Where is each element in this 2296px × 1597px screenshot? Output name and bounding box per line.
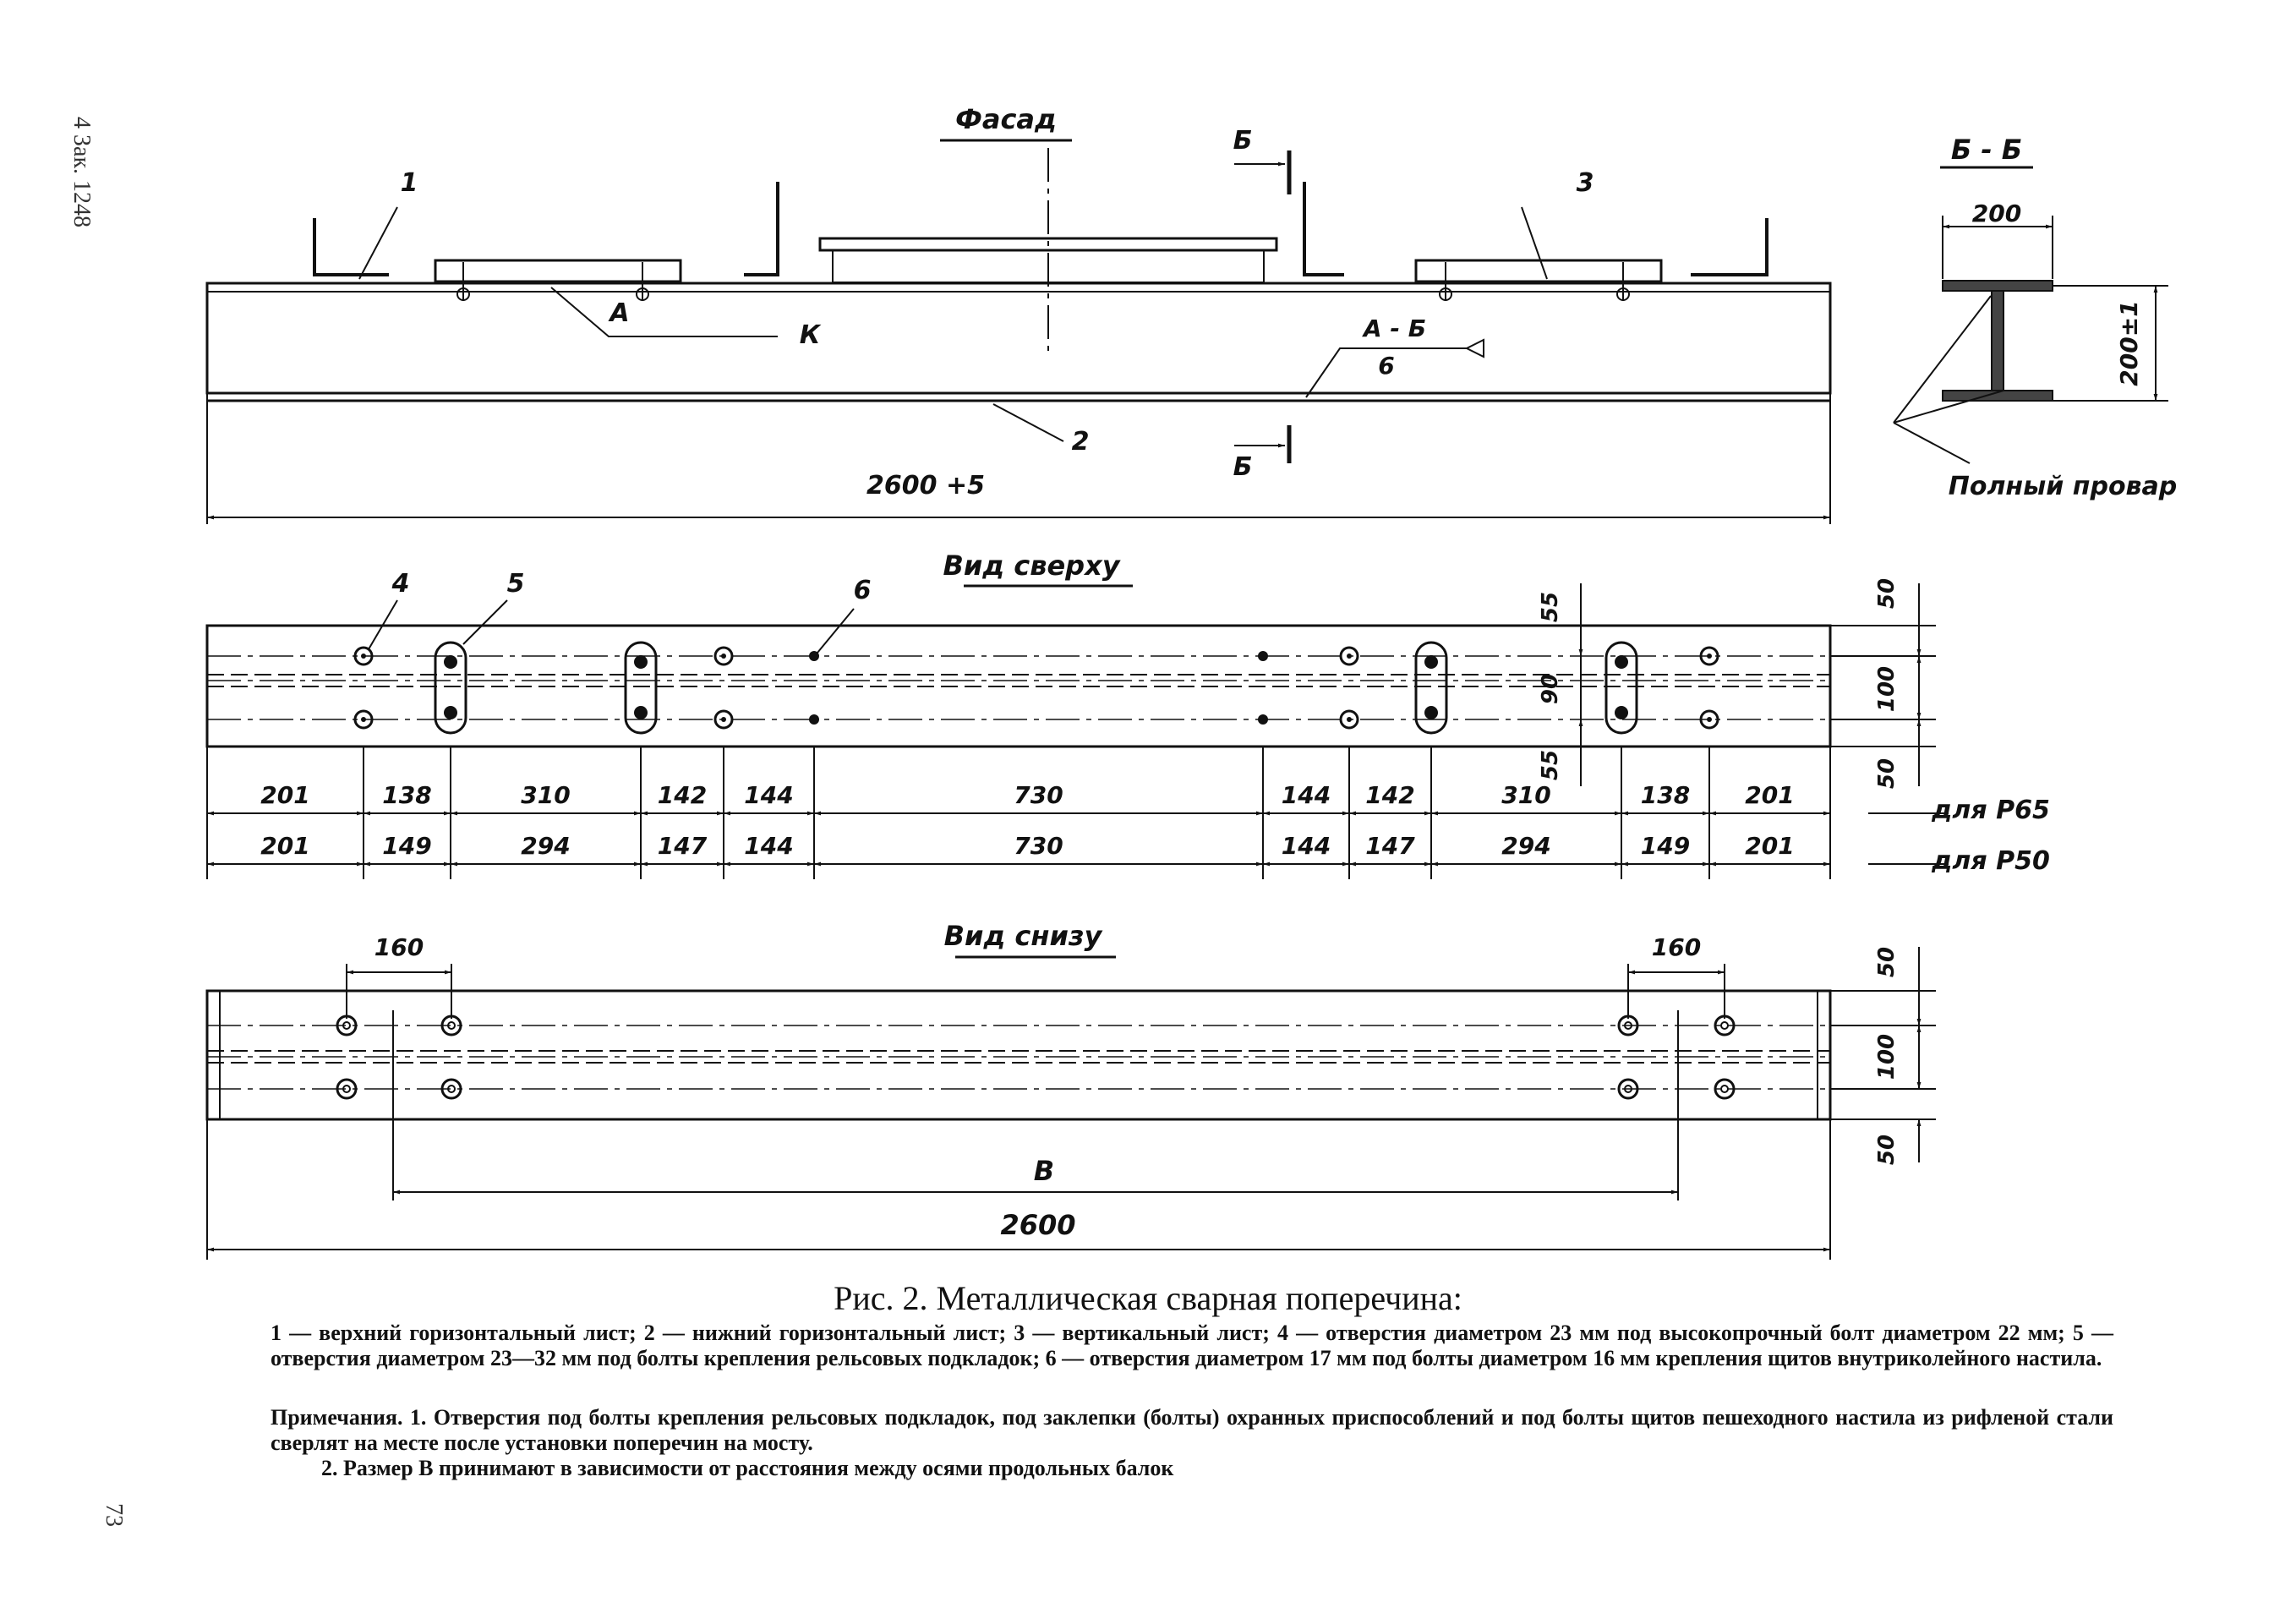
leader-2-line [993, 404, 1063, 441]
chain-dim-label-p50: 144 [1281, 832, 1331, 860]
top-right-dim-100: 100 [1874, 665, 1900, 713]
leader-3-label: 3 [1576, 168, 1594, 198]
section-bb [1894, 134, 2177, 501]
chain-dim-label-p50: 149 [382, 832, 432, 860]
dim-b: В [1033, 1155, 1055, 1187]
beam-web-plate [207, 283, 1830, 393]
chain-dim-label-p50: 149 [1640, 832, 1691, 860]
leader-2-label: 2 [1071, 427, 1090, 457]
rail-pad-left [435, 260, 681, 282]
section-height-dim: 200±1 [2115, 300, 2143, 386]
leader-5-label: 5 [506, 569, 525, 599]
side-page-number: 73 [101, 1503, 127, 1527]
leader-1-label: 1 [400, 168, 418, 198]
full-weld-note: Полный провар [1948, 472, 2178, 501]
section-label-upper: Б [1233, 126, 1253, 156]
chain-dim-label-p50: 294 [1501, 832, 1551, 860]
caption-notes [271, 1405, 2113, 1481]
chain-dim-label-p65: 142 [657, 781, 708, 809]
guard-angle-left-inner [744, 182, 778, 275]
weld-k-leader [551, 287, 778, 336]
chain-dim-label-p50: 144 [744, 832, 794, 860]
chain-dim-label-p50: 294 [521, 832, 571, 860]
facade-view [207, 103, 1830, 524]
leader-4-label: 4 [391, 569, 410, 599]
chain-dimensions [207, 747, 1830, 879]
chain-dim-label-p65: 310 [1501, 781, 1551, 809]
top-right-dim-50-bottom: 50 [1874, 757, 1900, 790]
leader-6-label: 6 [853, 576, 872, 605]
facade-length-dim: 2600 +5 [866, 471, 985, 500]
chain-dim-label-p65: 730 [1014, 781, 1063, 809]
chain-dim-label-p50: 730 [1014, 832, 1063, 860]
chain-dim-label-p50: 201 [260, 832, 310, 860]
label-p65: для Р65 [1932, 796, 2050, 825]
caption-note-1: Примечания. 1. Отверстия под болты крепления рельсовых подкладок, под заклепки (болты) охранных приспособлений и под болты щитов пешеходного настила из рифленой стали сверлят на месте после установки поперечин на мосту. [271, 1405, 2113, 1455]
side-sheet-ref: 4 Зак. 1248 [68, 117, 95, 228]
section-bb-title: Б - Б [1950, 134, 2023, 166]
dim-160-right: 160 [1651, 933, 1702, 961]
weld-ab-label: А - Б [1363, 314, 1427, 342]
caption-note-2: 2. Размер В принимают в зависимости от расстояния между осями продольных балок [321, 1456, 1174, 1480]
bottom-right-dim-50-top: 50 [1874, 946, 1900, 978]
leader-3-line [1522, 207, 1547, 279]
chain-dim-label-p65: 144 [744, 781, 794, 809]
section-top-flange [1943, 281, 2053, 291]
chain-dim-label-p65: 201 [1745, 781, 1795, 809]
weld-ab-leader [1306, 340, 1484, 397]
chain-dim-label-p65: 201 [260, 781, 310, 809]
chain-dim-label-p65: 138 [382, 781, 432, 809]
chain-dim-label-p50: 201 [1745, 832, 1795, 860]
section-web [1992, 291, 2004, 391]
chain-dim-label-p65: 138 [1640, 781, 1691, 809]
label-p50: для Р50 [1932, 846, 2050, 876]
mid-dim-55-bottom: 55 [1538, 749, 1563, 781]
guard-angle-right-inner [1304, 182, 1344, 275]
full-weld-leader-a [1894, 296, 1991, 423]
section-width-dim: 200 [1971, 200, 2022, 227]
dim-total: 2600 [1000, 1209, 1076, 1241]
bottom-view [207, 920, 1936, 1260]
chain-dim-label-p65: 144 [1281, 781, 1331, 809]
rail-pad-right [1416, 260, 1661, 282]
mid-dim-55-top: 55 [1538, 591, 1563, 623]
dim-160-left: 160 [374, 933, 424, 961]
chain-dim-label-p65: 310 [521, 781, 571, 809]
leader-6-line [817, 609, 854, 653]
facade-title: Фасад [955, 103, 1057, 135]
weld-k-label: К [799, 320, 821, 350]
bottom-view-title: Вид снизу [943, 920, 1102, 952]
guard-angle-right-outer [1691, 218, 1767, 275]
chain-dim-label-p50: 147 [1365, 832, 1415, 860]
caption-title: Рис. 2. Металлическая сварная поперечина: [834, 1279, 1462, 1317]
mid-dim-90: 90 [1538, 673, 1563, 705]
chain-dim-label-p50: 147 [657, 832, 708, 860]
top-view-title: Вид сверху [943, 550, 1120, 582]
top-view [207, 550, 2050, 879]
weld-b-label: 6 [1378, 352, 1395, 380]
chain-dim-label-p65: 142 [1365, 781, 1415, 809]
bottom-right-dim-100: 100 [1874, 1033, 1900, 1080]
top-right-dim-50-top: 50 [1874, 577, 1900, 610]
bottom-right-dim-50-bottom: 50 [1874, 1134, 1900, 1166]
section-label-lower: Б [1233, 452, 1253, 482]
caption-legend: 1 — верхний горизонтальный лист; 2 — нижний горизонтальный лист; 3 — вертикальный лист; 4 — отверстия диаметром 23 мм под высокопрочный болт диаметром 22 мм; 5 — отверстия диаметром 23—32 мм под болты крепления рельсовых подкладок; 6 — отверстия диаметром 17 мм под болты диаметром 16 мм крепления щитов внутриколейного настила. [271, 1321, 2113, 1370]
weld-a-label: А [610, 298, 630, 328]
leader-1-line [359, 207, 397, 279]
leader-5-line [463, 600, 507, 644]
guard-angle-left-outer [314, 218, 389, 275]
